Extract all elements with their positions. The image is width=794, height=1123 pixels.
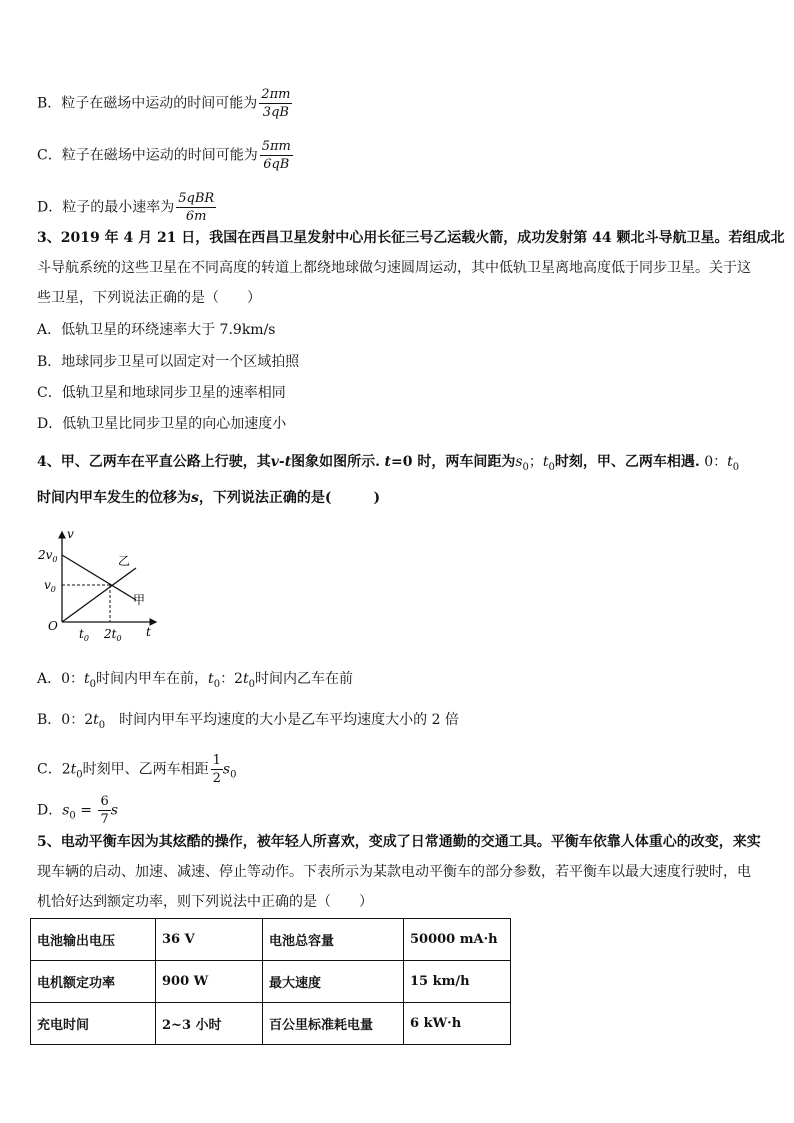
origin-label: O (48, 619, 58, 633)
label-jia: 甲 (133, 593, 146, 607)
fraction-2pim-3qb: $\frac{2\pi m}{3qB}$ (261, 87, 291, 120)
q2-option-c[interactable]: C．粒子在磁场中运动的时间可能为 $\frac{5\pi m}{6qB}$ (37, 139, 291, 172)
label-yi: 乙 (118, 554, 131, 568)
fraction-5pim-6qb: $\frac{5\pi m}{6qB}$ (261, 139, 291, 172)
q5-stem-line2: 现车辆的启动、加速、减速、停止等动作。下表所示为某款电动平衡车的部分参数，若平衡车以最大速度行驶时，电 (37, 864, 751, 880)
table-row (31, 961, 511, 1003)
q3-option-c[interactable]: C．低轨卫星和地球同步卫星的速率相同 (37, 385, 286, 401)
y-tick-v0: $v_0$ (44, 578, 56, 594)
x-tick-2t0: $2t_0$ (104, 627, 122, 643)
q4-stem-line1: 4、甲、乙两车在平直公路上行驶，其v-t图象如图所示. t=0 时，两车间距为$s_0$；$t_0$时刻，甲、乙两车相遇. 0：$t_0$ (37, 454, 740, 473)
q2-option-b[interactable]: B．粒子在磁场中运动的时间可能为 $\frac{2\pi m}{3qB}$ (37, 87, 291, 120)
q4-stem-line2: 时间内甲车发生的位移为s，下列说法正确的是( ) (37, 490, 381, 506)
line-yi (62, 568, 136, 622)
q4-option-d[interactable]: D．$s_0$ = $\frac{6}{7}$ s (37, 794, 118, 827)
table-cell: 电池输出电压 (31, 919, 156, 961)
table-cell: 6 kW·h (404, 1003, 511, 1045)
table-cell: 电机额定功率 (31, 961, 156, 1003)
table-cell: 电池总容量 (263, 919, 404, 961)
table-row (31, 919, 511, 961)
y-tick-2v0: $2v_0$ (38, 548, 58, 564)
table-cell: 最大速度 (263, 961, 404, 1003)
table-cell: 充电时间 (31, 1003, 156, 1045)
vt-graph (34, 528, 164, 644)
fraction-six-sevenths: $\frac{6}{7}$ (100, 794, 109, 827)
q3-stem-line2: 斗导航系统的这些卫星在不同高度的转道上都绕地球做匀速圆周运动，其中低轨卫星离地高度低于同步卫星。关于这 (37, 260, 751, 276)
table-cell: 36 V (156, 919, 263, 961)
table-cell: 15 km/h (404, 961, 511, 1003)
table-row (31, 1003, 511, 1045)
q4-option-a[interactable]: A．0：$t_0$时间内甲车在前，$t_0$：$2t_0$时间内乙车在前 (37, 671, 353, 690)
q3-option-d[interactable]: D．低轨卫星比同步卫星的向心加速度小 (37, 416, 287, 432)
q3-option-a[interactable]: A．低轨卫星的环绕速率大于 7.9km/s (37, 322, 276, 338)
table-cell: 百公里标准耗电量 (263, 1003, 404, 1045)
fraction-5qbr-6m: $\frac{\text{5qBR}}{6m}$ (178, 191, 215, 224)
balance-car-params-table (30, 918, 511, 1045)
v-axis-label: v (67, 528, 74, 541)
fraction-one-half: $\frac{1}{2}$ (212, 753, 221, 786)
q3-option-b[interactable]: B．地球同步卫星可以固定对一个区域拍照 (37, 354, 300, 370)
q5-stem-line1: 5、电动平衡车因为其炫酷的操作，被年轻人所喜欢，变成了日常通勤的交通工具。平衡车依靠人体重心的改变，来实 (37, 834, 761, 850)
table-cell: 900 W (156, 961, 263, 1003)
q2-option-d[interactable]: D．粒子的最小速率为 $\frac{\text{5qBR}}{6m}$ (37, 191, 215, 224)
q3-stem-line3: 些卫星，下列说法正确的是（ ） (37, 290, 261, 306)
q4-option-c[interactable]: C．$2t_0$时刻甲、乙两车相距 $\frac{1}{2}$ $s_0$ (37, 753, 237, 786)
x-tick-t0: $t_0$ (79, 627, 89, 643)
q5-stem-line3: 机恰好达到额定功率，则下列说法中正确的是（ ） (37, 894, 373, 910)
q3-stem-line1: 3、2019 年 4 月 21 日，我国在西昌卫星发射中心用长征三号乙运载火箭，成功发射第 44 颗北斗导航卫星。若组成北 (37, 230, 785, 246)
table-cell: 2~3 小时 (156, 1003, 263, 1045)
table-cell: 50000 mA·h (404, 919, 511, 961)
t-axis-label: t (146, 625, 151, 639)
q4-option-b[interactable]: B．0：$2t_0$ 时间内甲车平均速度的大小是乙车平均速度大小的 2 倍 (37, 712, 459, 731)
